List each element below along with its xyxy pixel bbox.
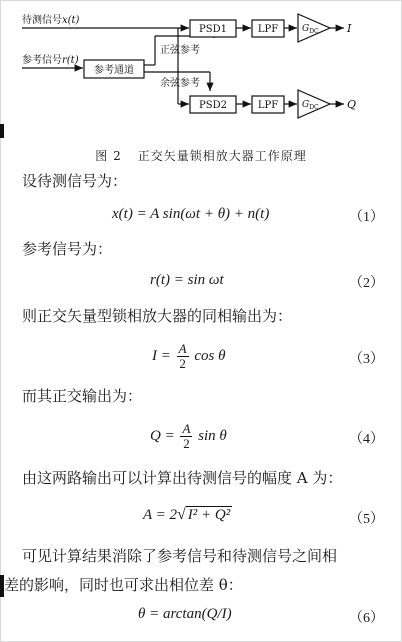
input-signal-label: 待测信号x(t) (22, 15, 80, 26)
equation-2 (0, 268, 402, 298)
paragraph-4: 而其正交输出为： (22, 387, 143, 405)
equation-4-lhs: Q = (150, 427, 175, 444)
equation-6 (0, 603, 402, 633)
equation-3-rhs: cos θ (194, 347, 226, 364)
equation-1-number: （1） (349, 210, 384, 225)
equation-1-body: x(t) = A sin(ωt + θ) + n(t) (112, 206, 270, 222)
paragraph-6: 可见计算结果消除了参考信号和待测信号之间相 (22, 547, 338, 565)
equation-6-body: θ = arctan(Q/I) (138, 606, 232, 622)
ref-signal-label: 参考信号r(t) (22, 55, 79, 66)
equation-3 (0, 340, 402, 374)
figure-caption (0, 147, 402, 164)
equation-5-number: （5） (349, 512, 384, 527)
equation-5: A = 2√ I² + Q² （5） (143, 506, 384, 527)
lpf1-label: LPF (257, 24, 279, 35)
equation-6-number: （6） (349, 611, 384, 626)
psd1-label: PSD1 (199, 24, 227, 35)
equation-5-radicand: I² + Q² (187, 507, 231, 523)
equation-3-lhs: I = (152, 347, 171, 364)
equation-5-lhs: A = 2 (143, 507, 178, 523)
equation-4-rhs: sin θ (198, 427, 227, 444)
out2-label: Q (347, 98, 357, 111)
equation-4-fraction: $\frac{A}{2}$ (182, 421, 191, 451)
equation-3-fraction: $\frac{A}{2}$ (178, 341, 187, 371)
paragraph-2: 参考信号为： (22, 240, 113, 258)
gain2-label: $G_{DC}$ (302, 100, 319, 111)
sine-ref-label: 正弦参考 (160, 45, 200, 56)
block-diagram (0, 0, 402, 140)
paragraph-3: 则正交矢量型锁相放大器的同相输出为： (22, 307, 293, 325)
paragraph-1: 设待测信号为： (22, 172, 128, 190)
equation-2-body: r(t) = sin ωt (150, 272, 224, 288)
equation-4 (0, 420, 402, 454)
lpf2-label: LPF (257, 100, 279, 111)
psd2-label: PSD2 (199, 100, 227, 111)
paragraph-7: 差的影响，同时也可求出相位差 θ： (4, 576, 243, 594)
equation-2-number: （2） (349, 276, 384, 291)
ref-channel-label: 参考通道 (94, 65, 134, 76)
out1-label: I (347, 22, 352, 35)
cosine-ref-label: 余弦参考 (160, 78, 200, 89)
gain1-label: $G_{DC}$ (302, 24, 319, 35)
paragraph-5: 由这两路输出可以计算出待测信号的幅度 A 为： (22, 469, 343, 487)
figure-number: 图 2 (95, 149, 122, 163)
figure-title: 正交矢量锁相放大器工作原理 (137, 149, 307, 163)
equation-4-number: （4） (349, 432, 384, 447)
equation-3-number: （3） (349, 352, 384, 367)
equation-1 (0, 202, 402, 232)
